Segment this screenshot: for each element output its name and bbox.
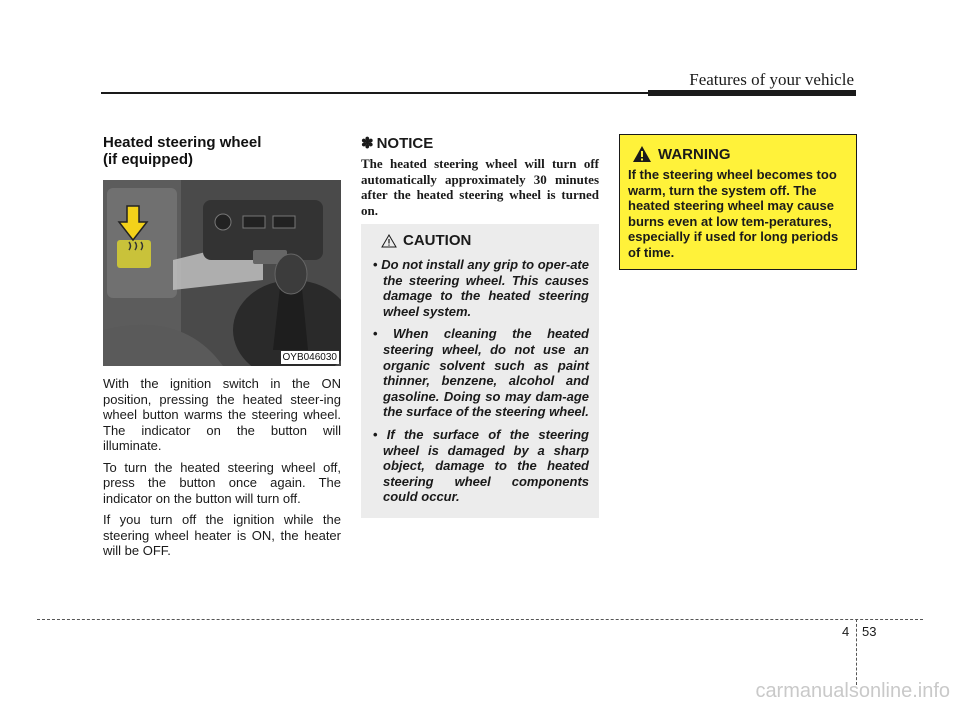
caution-item-text: If the surface of the steering wheel is damaged by a sharp object, damage to the heated steering wheel components could occur. [383,426,589,505]
notice-text: The heated steering wheel will turn off automatically approximately 30 minutes after the heated steering wheel is turned on. [361,156,599,218]
warning-box [619,134,857,270]
body-paragraph-2: To turn the heated steering wheel off, press the button once again. The indicator on the button will turn off. [103,459,341,506]
chapter-number: 4 [842,624,850,639]
footer-vertical-rule [856,619,857,685]
page-number: 53 [862,624,877,639]
watermark: carmanualsonline.info [755,680,950,702]
header-rule-accent [648,90,856,96]
caution-triangle-icon [381,234,397,248]
warning-header [632,145,848,163]
warning-triangle-icon [632,145,652,163]
footer-rule [37,619,923,620]
caution-item: • When cleaning the heated steering wheel, do not use an organic solvent such as paint thinner, benzene, alcohol and gasoline. Doing so may dam-age the surface of the steering wheel. [373,326,589,420]
section-title-line2: (if equipped) [103,151,193,168]
caution-item: • Do not install any grip to oper-ate the steering wheel. This causes damage to the heated steering wheel system. [373,257,589,319]
figure-code: OYB046030 [282,352,337,363]
caution-title: CAUTION [403,232,472,249]
caution-item: • If the surface of the steering wheel is damaged by a sharp object, damage to the heated steering wheel components could occur. [373,426,589,505]
notice-star-icon: ✽ [361,135,374,152]
notice-title-text: NOTICE [376,134,434,152]
caution-item-text: When cleaning the heated steering wheel, do not use an organic solvent such as paint thinner, benzene, alcohol and gasoline. Doing so may dam-age the surface of the steering wheel. [383,326,589,420]
warning-text: If the steering wheel becomes too warm, turn the system off. The heated steering wheel may cause burns even at low tem-peratures, especially if used for long periods of time. [628,167,839,260]
header-title: Features of your vehicle [689,70,854,89]
caution-header [381,232,589,249]
heated-steering-wheel-section [103,134,341,559]
console-photo [103,180,341,366]
body-paragraph-1: With the ignition switch in the ON position, pressing the heated steer-ing wheel button warms the steering wheel. The indicator on the button will illuminate. [103,376,341,453]
heated-steering-button [117,240,151,268]
section-title-line1: Heated steering wheel [103,134,262,151]
notice-section [361,134,599,218]
notice-title [361,134,599,152]
warning-title: WARNING [658,145,731,163]
caution-item-text: Do not install any grip to oper-ate the steering wheel. This causes damage to the heated steering wheel system. [381,257,589,319]
caution-list [371,257,589,505]
section-title [103,134,341,168]
body-paragraph-3: If you turn off the ignition while the steering wheel heater is ON, the heater will be OFF. [103,512,341,558]
console-illustration [103,180,341,366]
caution-box [361,224,599,518]
